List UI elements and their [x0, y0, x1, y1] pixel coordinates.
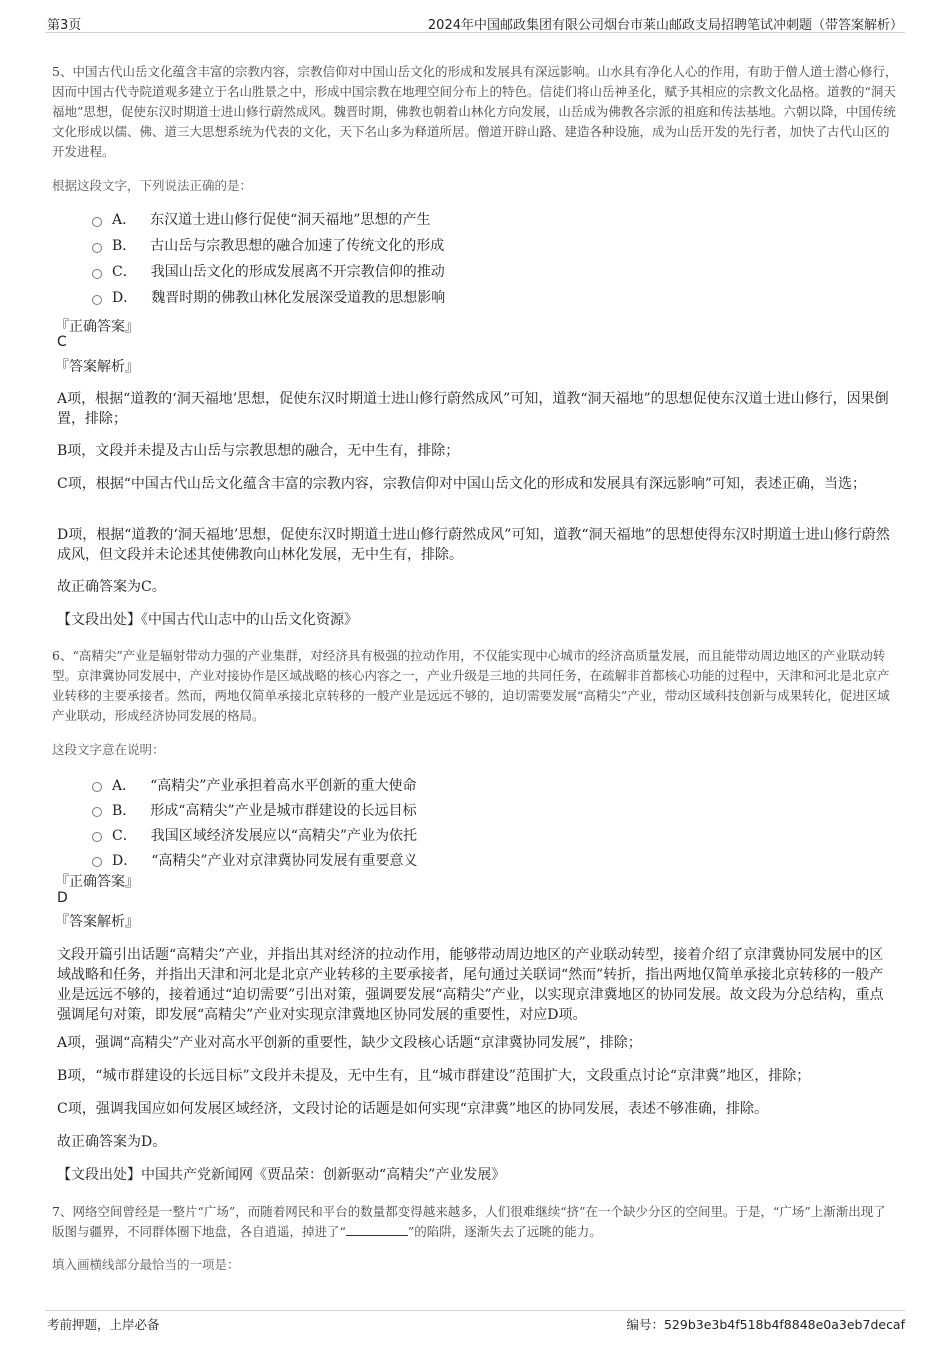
q5-prompt: 根据这段文字，下列说法正确的是： — [52, 178, 253, 193]
option-text: “高精尖”产业承担着高水平创新的重大使命 — [150, 777, 417, 794]
q5-analysis-b: B项，文段并未提及古山岳与宗教思想的融合，无中生有，排除； — [57, 443, 460, 459]
q6-answer-label: 『正确答案』 — [55, 874, 139, 890]
page-number: 第3页 — [47, 18, 82, 33]
option-letter: B． — [112, 802, 137, 819]
option-text: 古山岳与宗教思想的融合加速了传统文化的形成 — [150, 238, 445, 254]
radio-icon[interactable] — [92, 832, 102, 842]
option-text: 我国区域经济发展应以“高精尖”产业为依托 — [150, 827, 418, 844]
radio-icon[interactable] — [92, 217, 102, 227]
q7-passage-before: 7、网络空间曾经是一整片“广场”，而随着网民和平台的数量都变得越来越多，人们很难继续“挤”在一个缺少分区的空间里。于是，“广场”上渐渐出现了版图与疆界，不同群体圈下地盘，各自逍遥，掉进了“ — [52, 1204, 886, 1239]
q5-analysis-d: D项，根据“道教的‘洞天福地’思想，促使东汉时期道士进山修行蔚然成风”可知，道教“洞天福地”的思想使得东汉时期道士进山修行蔚然成风，但文段并未论述其使佛教向山林化发展，无中生有，排除。 — [57, 527, 890, 563]
q5-options — [92, 206, 892, 310]
q6-source: 【文段出处】中国共产党新闻网《贾品荣：创新驱动“高精尖”产业发展》 — [57, 1167, 506, 1183]
radio-icon[interactable] — [92, 243, 102, 253]
q6-analysis-label: 『答案解析』 — [55, 914, 139, 930]
option-letter: D． — [112, 852, 138, 869]
q6-conclusion: 故正确答案为D。 — [57, 1134, 167, 1150]
q5-analysis-c: C项，根据“中国古代山岳文化蕴含丰富的宗教内容，宗教信仰对中国山岳文化的形成和发展具有深远影响”可知，表述正确，当选； — [57, 476, 867, 492]
q6-analysis-c: C项，强调我国应如何发展区域经济，文段讨论的话题是如何实现“京津冀”地区的协同发展，表述不够准确，排除。 — [57, 1101, 769, 1117]
option-text: “高精尖”产业对京津冀协同发展有重要意义 — [151, 852, 418, 869]
option-text: 魏晋时期的佛教山林化发展深受道教的思想影响 — [151, 290, 446, 306]
q6-passage: 6、“高精尖”产业是辐射带动力强的产业集群，对经济具有极强的拉动作用，不仅能实现中心城市的经济高质量发展，而且能带动周边地区的产业联动转型。京津冀协同发展中，产业对接协作是区域战略的核心内容之一，产业升级是三地的共同任务，在疏解非首都核心功能的过程中，天津和河北是北京产业转移的主要承接者。然而，两地仅简单承接北京转移的一般产业是远远不够的，迫切需要发展“高精尖”产业，带动区域科技创新与成果转化，促进区域产业联动，形成经济协同发展的格局。 — [52, 648, 890, 723]
q7-prompt: 填入画横线部分最恰当的一项是： — [52, 1257, 240, 1272]
q6-option-a[interactable] — [92, 772, 892, 797]
option-letter: A． — [112, 777, 137, 794]
option-text: 我国山岳文化的形成发展离不开宗教信仰的推动 — [150, 264, 445, 280]
radio-icon[interactable] — [92, 295, 102, 305]
code-value: 529b3e3b4f518b4f8848e0a3eb7decaf — [663, 1317, 905, 1332]
page-header — [45, 10, 905, 33]
option-text: 东汉道士进山修行促使“洞天福地”思想的产生 — [150, 212, 431, 228]
q5-analysis-label: 『答案解析』 — [55, 359, 139, 375]
page-footer — [45, 1310, 905, 1333]
footer-slogan: 考前押题，上岸必备 — [47, 1317, 160, 1332]
q5-source: 【文段出处】《中国古代山志中的山岳文化资源》 — [57, 612, 358, 628]
document-code — [626, 1315, 905, 1333]
option-letter: B． — [112, 238, 137, 254]
radio-icon[interactable] — [92, 807, 102, 817]
option-letter: A． — [112, 212, 137, 228]
q7-passage — [52, 1202, 898, 1242]
option-text: 形成“高精尖”产业是城市群建设的长远目标 — [150, 802, 417, 819]
q6-answer: D — [57, 890, 68, 906]
fill-in-blank — [346, 1223, 408, 1236]
code-label: 编号： — [626, 1317, 664, 1332]
q5-answer: C — [57, 334, 67, 350]
q6-analysis-a: A项，强调“高精尖”产业对高水平创新的重要性，缺少文段核心话题“京津冀协同发展”，排除； — [57, 1035, 642, 1051]
q5-passage: 5、中国古代山岳文化蕴含丰富的宗教内容，宗教信仰对中国山岳文化的形成和发展具有深远影响。山水具有净化人心的作用，有助于僧人道士潜心修行，因而中国古代寺院道观多建立于名山胜景之中，形成中国宗教在地理空间分布上的特色。信徒们将山岳神圣化，赋予其相应的宗教文化品格。道教的“洞天福地”思想，促使东汉时期道士进山修行蔚然成风。魏晋时期，佛教也朝着山林化方向发展，山岳成为佛教各宗派的祖庭和传法基地。六朝以降，中国传统文化形成以儒、佛、道三大思想系统为代表的文化，天下名山多为释道所居。僧道开辟山路、建造各种设施，成为山岳开发的先行者，加快了古代山区的开发进程。 — [52, 64, 898, 159]
radio-icon[interactable] — [92, 782, 102, 792]
q5-option-d[interactable] — [92, 284, 892, 310]
option-letter: C． — [112, 827, 137, 844]
q6-prompt: 这段文字意在说明： — [52, 742, 165, 757]
q5-answer-label: 『正确答案』 — [55, 319, 139, 335]
q5-option-a[interactable] — [92, 206, 892, 232]
radio-icon[interactable] — [92, 857, 102, 867]
radio-icon[interactable] — [92, 269, 102, 279]
q5-option-c[interactable] — [92, 258, 892, 284]
q7-passage-after: ”的陷阱，逐渐失去了远眺的能力。 — [407, 1224, 602, 1239]
q6-options — [92, 772, 892, 872]
q5-option-b[interactable] — [92, 232, 892, 258]
q6-option-b[interactable] — [92, 797, 892, 822]
option-letter: D． — [112, 290, 138, 306]
q5-conclusion: 故正确答案为C。 — [57, 579, 166, 595]
q6-analysis-b: B项，“城市群建设的长远目标”文段并未提及，无中生有，且“城市群建设”范围扩大，文段重点讨论“京津冀”地区，排除； — [57, 1068, 811, 1084]
q6-analysis-main: 文段开篇引出话题“高精尖”产业，并指出其对经济的拉动作用，能够带动周边地区的产业联动转型，接着介绍了京津冀协同发展中的区域战略和任务，并指出天津和河北是北京产业转移的主要承接者，尾句通过关联词“然而”转折，指出两地仅简单承接北京转移的一般产业是远远不够的，接着通过“迫切需要”引出对策，强调要发展“高精尖”产业，以实现京津冀地区的协同发展。故文段为分总结构，重点强调尾句对策，即发展“高精尖”产业对实现京津冀地区协同发展的重要性，对应D项。 — [57, 947, 884, 1023]
option-letter: C． — [112, 264, 137, 280]
q6-option-d[interactable] — [92, 847, 892, 872]
q6-option-c[interactable] — [92, 822, 892, 847]
q5-analysis-a: A项，根据“道教的‘洞天福地’思想，促使东汉时期道士进山修行蔚然成风”可知，道教“洞天福地”的思想促使东汉道士进山修行，因果倒置，排除； — [57, 391, 889, 427]
document-title: 2024年中国邮政集团有限公司烟台市莱山邮政支局招聘笔试冲刺题（带答案解析） — [427, 18, 903, 33]
